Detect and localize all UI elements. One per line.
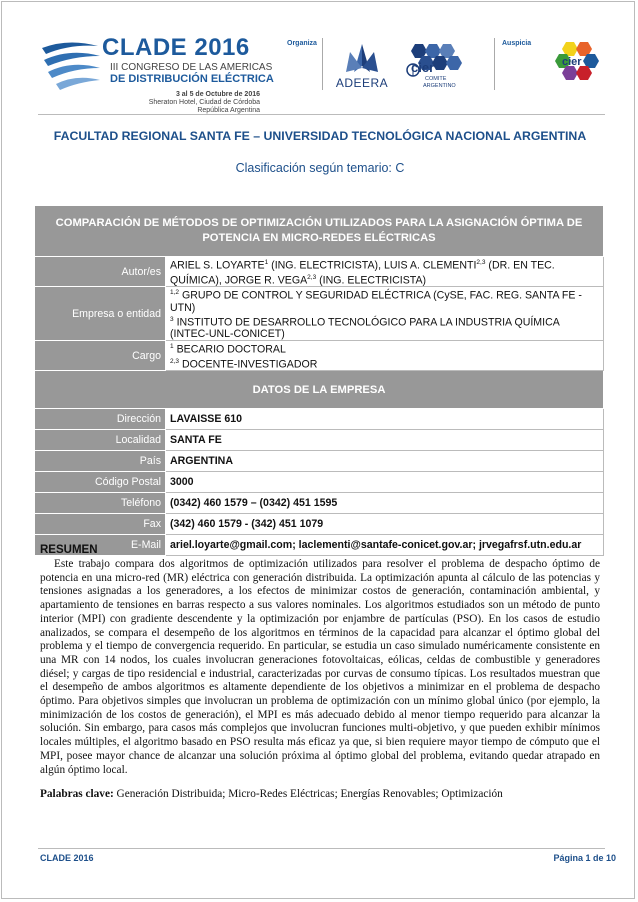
adeera-icon (342, 42, 382, 76)
cargo-row (35, 341, 604, 371)
adeera-text: ADEERA (335, 76, 389, 90)
postal-value: 3000 (166, 472, 604, 493)
address-value: LAVAISSE 610 (166, 409, 604, 430)
clade-logo (38, 30, 278, 120)
city-label: Localidad (35, 430, 166, 451)
classification: Clasificación según temario: C (235, 161, 405, 175)
clade-title: CLADE 2016 (102, 34, 250, 61)
city-row (35, 430, 604, 451)
email-value: ariel.loyarte@gmail.com; laclementi@santafe-conicet.gov.ar; jrvegafrsf.utn.edu.ar (166, 535, 604, 556)
footer-conference: CLADE 2016 (40, 853, 94, 863)
address-label: Dirección (35, 409, 166, 430)
auspicia-label: Auspicia (502, 40, 532, 47)
company-section-row (35, 371, 604, 409)
postal-row (35, 472, 604, 493)
address-row (35, 409, 604, 430)
cargo-label: Cargo (35, 341, 166, 371)
header-rule (38, 114, 605, 115)
postal-label: Código Postal (35, 472, 166, 493)
title-row (35, 206, 604, 257)
authors-label: Autor/es (35, 257, 166, 287)
congress-meta (148, 91, 260, 115)
adeera-logo (330, 42, 394, 92)
congress-dates: 3 al 5 de Octubre de 2016 (175, 91, 260, 98)
cier-argentino-logo (403, 40, 475, 92)
cier-country: ARGENTINO (423, 83, 456, 89)
keywords (40, 788, 600, 800)
email-row (35, 535, 604, 556)
keywords-list: Generación Distribuida; Micro-Redes Eléctricas; Energías Renovables; Optimización (113, 788, 503, 800)
cier-label: cier (411, 60, 435, 75)
congress-line1: III CONGRESO DE LAS AMERICAS (110, 62, 273, 73)
authors-row (35, 257, 604, 287)
paper-title: COMPARACIÓN DE MÉTODOS DE OPTIMIZACIÓN UTILIZADOS PARA LA ASIGNACIÓN ÓPTIMA DE POTENCIA EN MICRO-REDES ELÉCTRICAS (35, 206, 604, 257)
cier-logo (552, 40, 602, 90)
fax-row (35, 514, 604, 535)
clade-swoosh-icon (38, 36, 104, 96)
company-row (35, 287, 604, 341)
abstract-body: Este trabajo compara dos algoritmos de optimización utilizados para resolver el problema de despacho óptimo de potencia en una micro-red (MR) eléctrica con generación distribuida. La optimización apunta al cálculo de las potencias y tensiones asignadas a los generadores, a los efectos de minimizar costos de generación, contaminación ambiental, y apartamiento de tensiones en barras respecto a sus valores nominales. Los algoritmos estudiados son un método de punto interior (MPI) con gradiente descendente y la optimización por enjambre de partículas (PSO). En los casos de estudio analizados, se compara el desempeño de los algoritmos en términos de la capacidad para alcanzar el óptimo global del problema y el tiempo de convergencia requerido. En particular, se estudia un caso simulado numéricamente consistente en una MR con 14 nodos, los cuales involucran generaciones fotovoltaicas, eólicas, celdas de combustible y generadores diésel; y cargas de tipo residencial e industrial, caracterizadas por curvas de consumo típicas. Los resultados muestran que el desempeño de ambos algoritmos es altamente dependiente de los objetivos a minimizar en el problema de despacho óptimo. Para objetivos simples que involucran un problema de optimización con un mínimo global único (por ejemplo, la minimización de los costos de generación), el MPI es más adecuado debido al menor tiempo requerido para alcanzar la solución. Sin embargo, para casos más complejos que involucran funciones multi-objetivo, y que pueden exhibir mínimos locales múltiples, el algoritmo basado en PSO resulta más eficaz ya que, si bien requiere mayor tiempo de cómputo que el MPI, posee mayor chance de alcanzar una solución próxima al óptimo global del problema, evitando quedar atrapado en algún óptimo local. (40, 558, 600, 776)
city-value: SANTA FE (166, 430, 604, 451)
cier-committee: COMITE (425, 76, 447, 82)
phone-value: (0342) 460 1579 – (0342) 451 1595 (166, 493, 604, 514)
keywords-label: Palabras clave: (40, 788, 114, 800)
faculty-title: FACULTAD REGIONAL SANTA FE – UNIVERSIDAD TECNOLÓGICA NACIONAL ARGENTINA (53, 129, 587, 143)
fax-label: Fax (35, 514, 166, 535)
email-label: E-Mail (35, 535, 166, 556)
congress-country: República Argentina (197, 107, 260, 114)
country-value: ARGENTINA (166, 451, 604, 472)
phone-row (35, 493, 604, 514)
organiza-label: Organiza (287, 40, 317, 47)
header-divider (322, 38, 323, 90)
header-divider-2 (494, 38, 495, 90)
footer-page-number: Página 1 de 10 (553, 853, 616, 863)
country-row (35, 451, 604, 472)
abstract-heading: RESUMEN (40, 544, 98, 556)
authors-value: ARIEL S. LOYARTE$^1$ (ING. ELECTRICISTA), LUIS A. CLEMENTI$^{2,3}$ (DR. EN TEC. QUÍMICA), JORGE R. VEGA$^{2,3}$ (ING. ELECTRICISTA) (166, 257, 604, 287)
company-section-title: DATOS DE LA EMPRESA (35, 371, 604, 409)
company-label: Empresa o entidad (35, 287, 166, 341)
cargo-value: $^1$ BECARIO DOCTORAL $^{2,3}$ DOCENTE-INVESTIGADOR (166, 341, 604, 371)
fax-value: (342) 460 1579 - (342) 451 1079 (166, 514, 604, 535)
congress-venue: Sheraton Hotel, Ciudad de Córdoba (148, 99, 260, 106)
phone-label: Teléfono (35, 493, 166, 514)
paper-info-table (34, 205, 604, 556)
company-value: $^{1,2}$ GRUPO DE CONTROL Y SEGURIDAD ELÉCTRICA (CySE, FAC. REG. SANTA FE - UTN) $^3$ INSTITUTO DE DESARROLLO TECNOLÓGICO PARA LA INDUSTRIA QUÍMICA (INTEC-UNL-CONICET) (166, 287, 604, 341)
country-label: País (35, 451, 166, 472)
congress-line2: DE DISTRIBUCIÓN ELÉCTRICA (110, 73, 274, 85)
footer-rule (38, 848, 605, 849)
cier2-label: cier (562, 56, 582, 68)
